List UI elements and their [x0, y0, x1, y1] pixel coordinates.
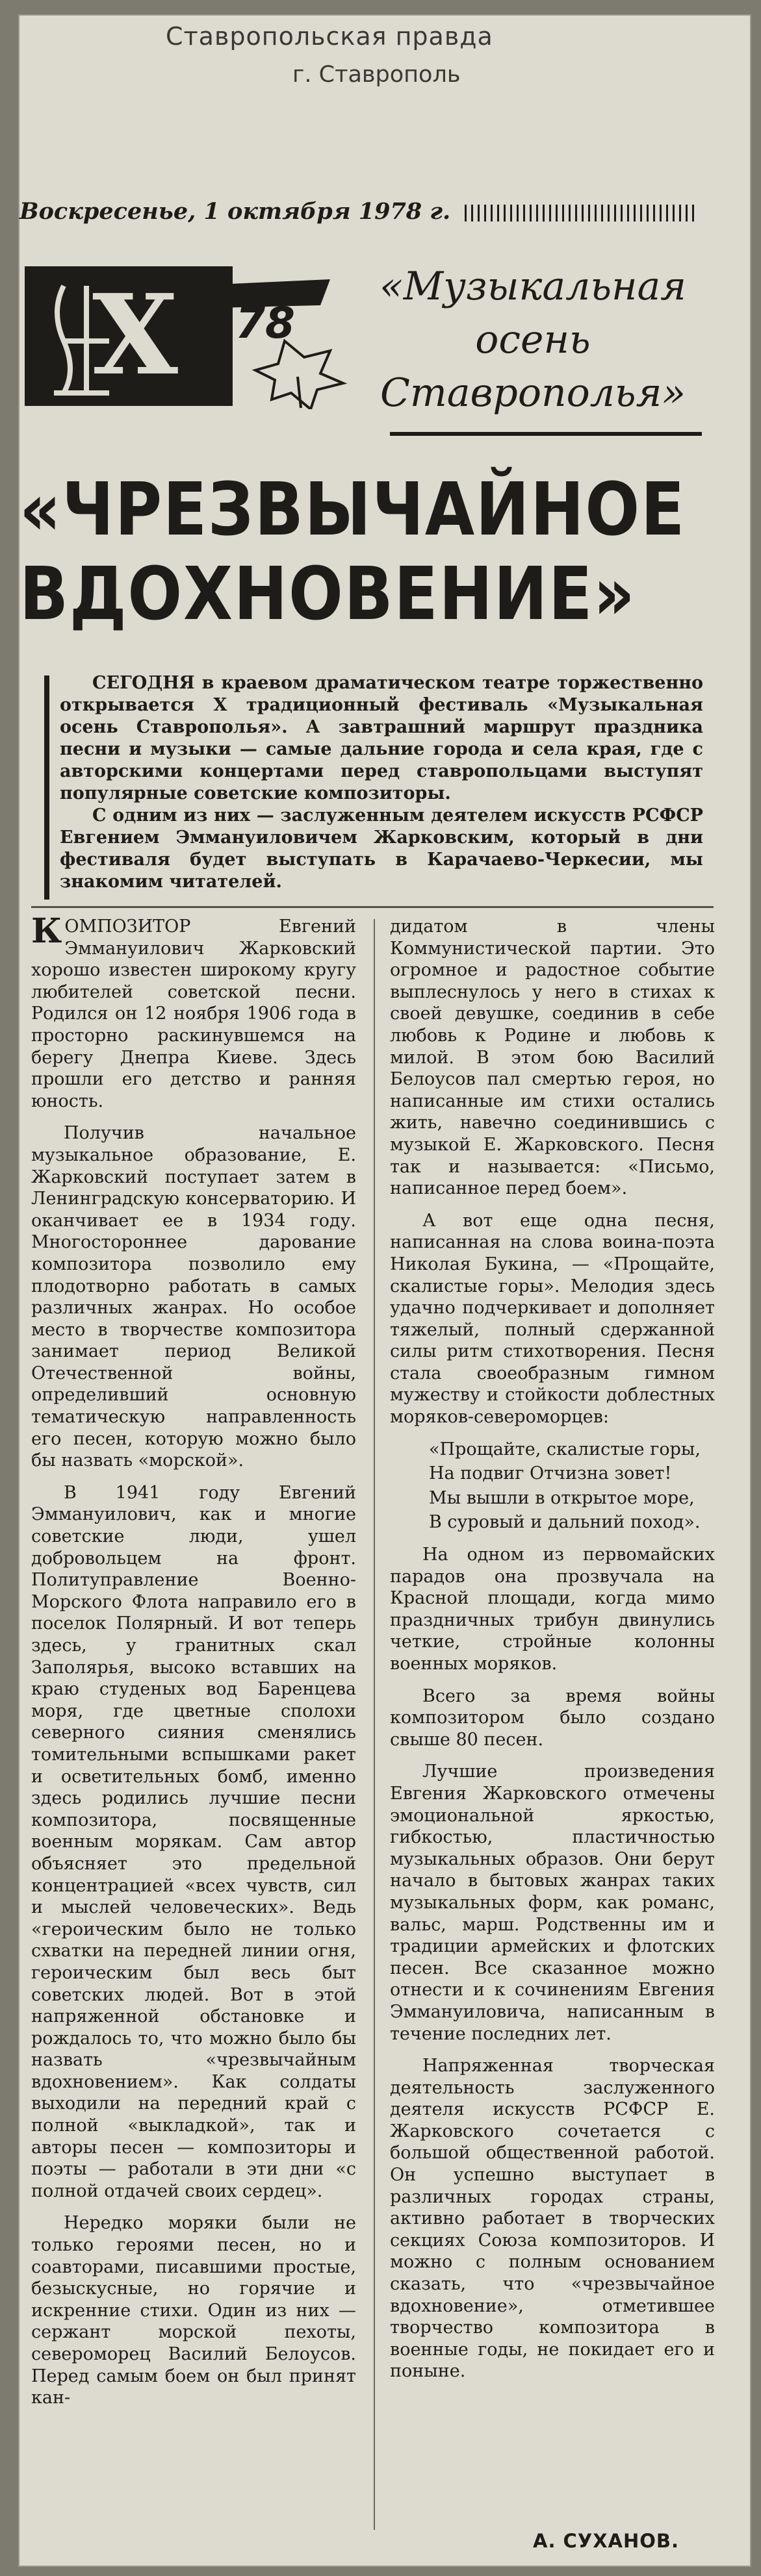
body-paragraph	[31, 911, 356, 1112]
body-paragraph: дидатом в члены Коммунистической партии. Это огромное и радостное событие выплеснулось у него в стихах к своей девушке, соединив в себе любовь к Родине и любовь к милой. В этом бою Василий Белоусов пал смертью героя, но написанные им стихи остались жить, навечно соединившись с музыкой Е. Жарковского. Песня так и называется: «Письмо, написанное перед боем».	[390, 916, 715, 1199]
section-rubric	[364, 260, 702, 420]
maple-leaf-stem	[298, 377, 301, 408]
logo-year: 78	[235, 298, 295, 348]
verse-line: В суровый и дальний поход».	[429, 1512, 701, 1533]
verse-line: «Прощайте, скалистые горы,	[429, 1439, 701, 1459]
newspaper-stamp-city: г. Ставрополь	[292, 62, 461, 88]
festival-logo	[25, 260, 359, 409]
body-paragraph: В 1941 году Евгений Эммануилович, как и многие советские люди, ушел добровольцем на фронт. Политуправление Военно-Морского Флота направило его в поселок Полярный. И вот теперь здесь, у гранитных скал Заполярья, высоко вставших на краю студеных вод Баренцева моря, где цветные сполохи северного сияния сменялись томительными вспышками ракет и осветительных бомб, именно здесь родились лучшие песни композитора, посвященные военным морякам. Сам автор объясняет это предельной концентрацией «всех чувств, сил и мыслей человеческих». Ведь «героическим было не только схватки на передней линии огня, героическим был весь быт советских людей. Вот в этой напряженной обстановке и рождалось то, что можно было бы назвать «чрезвычайным вдохновением». Как солдаты выходили на передний край с полной «выкладкой», так и авторы песен — композиторы и поэты — работали в эти дни «с полной отдачей своих сердец».	[31, 1482, 356, 2201]
lead-divider	[31, 906, 714, 908]
headline-line-2: ВДОХНОВЕНИЕ»	[19, 552, 636, 637]
rubric-line-3: Ставрополья»	[380, 370, 686, 416]
author-signature: А. СУХАНОВ.	[533, 2530, 680, 2552]
lead-paragraphs	[60, 672, 703, 893]
song-verse	[429, 1439, 715, 1534]
rubric-line-1: «Музыкальная	[379, 264, 687, 309]
article-column-right	[390, 916, 715, 2393]
column-divider	[374, 919, 375, 2530]
newspaper-stamp-title: Ставропольская правда	[166, 22, 493, 51]
dateline	[19, 198, 728, 225]
body-paragraph: Нередко моряки были не только героями песен, но и соавторами, писавшими простые, безыскусные, но горячие и искренние стихи. Один из них — сержант морской пехоты, североморец Василий Белоусов. Перед самым боем он был принят кан-	[31, 2213, 356, 2408]
body-paragraph: Всего за время войны композитором было создано свыше 80 песен.	[390, 1686, 715, 1750]
dateline-hatch	[465, 205, 699, 221]
rubric-line-2: осень	[475, 317, 591, 362]
logo-numeral: X	[92, 270, 178, 400]
dateline-text: Воскресенье, 1 октября 1978 г.	[19, 198, 451, 225]
drop-cap: К	[31, 911, 62, 951]
verse-line: На подвиг Отчизна зовет!	[429, 1463, 672, 1484]
rubric-underline	[390, 432, 702, 436]
lead-marker-bar	[44, 676, 49, 900]
lead-paragraph: СЕГОДНЯ в краевом драматическом театре торжественно открывается X традиционный фестиваль «Музыкальная осень Ставрополья». А завтрашний маршрут праздника песни и музыки — самые дальние города и села края, где с авторскими концертами перед ставропольцами выступят популярные советские композиторы.	[60, 673, 703, 803]
article-headline	[19, 468, 686, 637]
body-paragraph: Напряженная творческая деятельность заслуженного деятеля искусств РСФСР Е. Жарковского сочетается с большой общественной работой. Он успешно выступает в различных городах страны, активно работает в творческих секциях Союза композиторов. И можно с полным основанием сказать, что «чрезвычайное вдохновение», отметившее творчество композитора в военные годы, не покидает его и поныне.	[390, 2056, 715, 2382]
body-paragraph: А вот еще одна песня, написанная на слова воина-поэта Николая Букина, — «Прощайте, скалистые горы». Мелодия здесь удачно подчеркивает и дополняет тяжелый, полный сдержанной силы ритм стихотворения. Песня стала своеобразным гимном мужеству и стойкости доблестных моряков-североморцев:	[390, 1210, 715, 1428]
verse-line: Мы вышли в открытое море,	[429, 1487, 695, 1508]
article-column-left	[31, 911, 356, 2419]
body-paragraph-text: ОМПОЗИТОР Евгений Эммануилович Жарковский хорошо известен широкому кругу любителей советской песни. Родился он 12 ноября 1906 года в просторно раскинувшемся на берегу Днепра Киеве. Здесь прошли его детство и ранняя юность.	[31, 916, 356, 1111]
body-paragraph: Получив начальное музыкальное образование, Е. Жарковский поступает затем в Ленинградскую консерваторию. И оканчивает ее в 1934 году. Многостороннее дарование композитора позволило ему плодотворно работать в самых различных жанрах. Но особое место в творчестве композитора занимает период Великой Отечественной войны, определивший основную тематическую направленность его песен, которую можно было бы назвать «морской».	[31, 1123, 356, 1471]
body-paragraph: На одном из первомайских парадов она прозвучала на Красной площади, когда мимо праздничных трибун двинулись четкие, стройные колонны военных моряков.	[390, 1545, 715, 1674]
lead-paragraph: С одним из них — заслуженным деятелем искусств РСФСР Евгением Эммануиловичем Жарковским, который в дни фестиваля будет выступать в Карачаево-Черкесии, мы знакомим читателей.	[60, 805, 703, 892]
headline-line-1: «ЧРЕЗВЫЧАЙНОЕ	[19, 468, 686, 552]
body-paragraph: Лучшие произведения Евгения Жарковского отмечены эмоциональной яркостью, гибкостью, пластичностью музыкальных образов. Они берут начало в бытовых жанрах таких музыкальных форм, как романс, вальс, марш. Родственны им и традиции армейских и флотских песен. Все сказанное можно отнести и к сочинениям Евгения Эммануиловича, написанным в течение последних лет.	[390, 1762, 715, 2044]
